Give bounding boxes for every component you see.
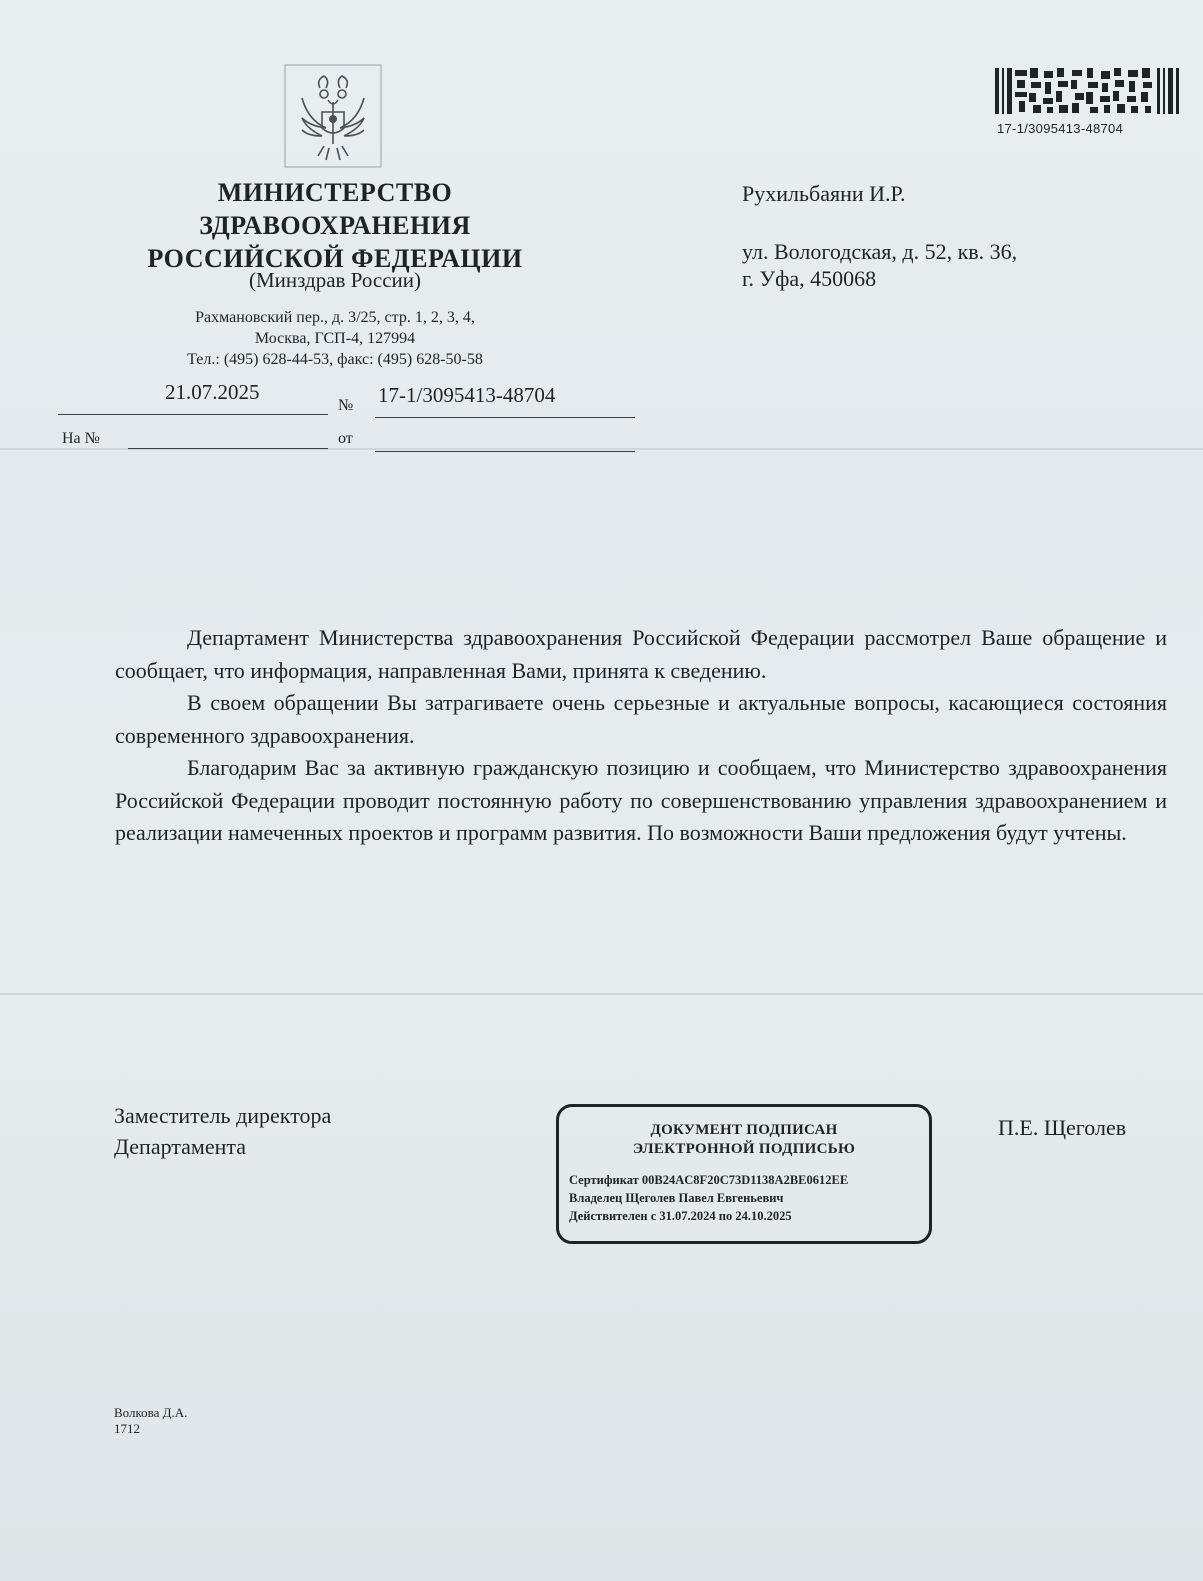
recipient-address-line: г. Уфа, 450068 <box>742 266 877 291</box>
signer-position-line: Департамента <box>114 1134 247 1159</box>
ministry-title-line: МИНИСТЕРСТВО <box>217 178 453 207</box>
reference-from-label: от <box>338 430 353 447</box>
body-paragraph: В своем обращении Вы затрагиваете очень серьезные и актуальные вопросы, касающиеся состояния современного здравоохранения. <box>115 690 1167 748</box>
stamp-validity: Действителен с 31.07.2024 по 24.10.2025 <box>569 1209 792 1223</box>
paper-fold <box>0 993 1203 995</box>
letter-number: 17-1/3095413-48704 <box>378 383 556 407</box>
sender-address-line: Рахмановский пер., д. 3/25, стр. 1, 2, 3, 4, <box>195 309 475 326</box>
body-paragraph: Департамент Министерства здравоохранения Российской Федерации рассмотрел Ваше обращение и сообщает, что информация, направленная Вами, принята к сведению. <box>115 625 1167 683</box>
stamp-details <box>569 1171 848 1225</box>
executor-info <box>114 1405 187 1437</box>
ministry-title-line: РОССИЙСКОЙ ФЕДЕРАЦИИ <box>147 244 523 273</box>
reference-label: На № <box>62 430 100 447</box>
ministry-title-line: ЗДРАВООХРАНЕНИЯ <box>199 211 471 240</box>
reference-from-underline <box>375 451 635 452</box>
barcode-number: 17-1/3095413-48704 <box>997 121 1124 136</box>
coat-of-arms-icon <box>284 64 382 168</box>
stamp-title-line: ЭЛЕКТРОННОЙ ПОДПИСЬЮ <box>632 1141 856 1157</box>
executor-phone: 1712 <box>114 1421 140 1436</box>
number-label: № <box>338 397 354 414</box>
stamp-owner: Владелец Щеголев Павел Евгеньевич <box>569 1191 784 1205</box>
date-underline <box>58 414 328 415</box>
sender-address-line: Москва, ГСП-4, 127994 <box>254 330 416 347</box>
stamp-title-line: ДОКУМЕНТ ПОДПИСАН <box>650 1122 838 1138</box>
electronic-signature-stamp <box>556 1104 932 1244</box>
ministry-short-name: (Минздрав России) <box>248 268 422 292</box>
letter-body <box>115 622 1167 850</box>
signer-position-line: Заместитель директора <box>114 1103 332 1128</box>
body-paragraph: Благодарим Вас за активную гражданскую позицию и сообщаем, что Министерство здравоохранения Российской Федерации проводит постоянную работу по совершенствованию управления здравоохранением и реализации намеченных проектов и программ развития. По возможности Ваши предложения будут учтены. <box>115 755 1167 845</box>
barcode-icon <box>995 68 1181 118</box>
signer-name: П.Е. Щеголев <box>998 1115 1127 1140</box>
number-underline <box>375 417 635 418</box>
stamp-title <box>559 1121 929 1159</box>
signer-position <box>114 1100 331 1162</box>
executor-name: Волкова Д.А. <box>114 1405 188 1420</box>
recipient-name: Рухильбаяни И.Р. <box>742 181 906 206</box>
reference-underline <box>128 448 328 449</box>
letter-date: 21.07.2025 <box>165 380 260 404</box>
recipient-address-line: ул. Вологодская, д. 52, кв. 36, <box>742 239 1018 264</box>
stamp-certificate: Сертификат 00B24AC8F20C73D1138A2BE0612EE <box>569 1173 849 1187</box>
sender-phone-line: Тел.: (495) 628-44-53, факс: (495) 628-50-58 <box>187 351 483 368</box>
